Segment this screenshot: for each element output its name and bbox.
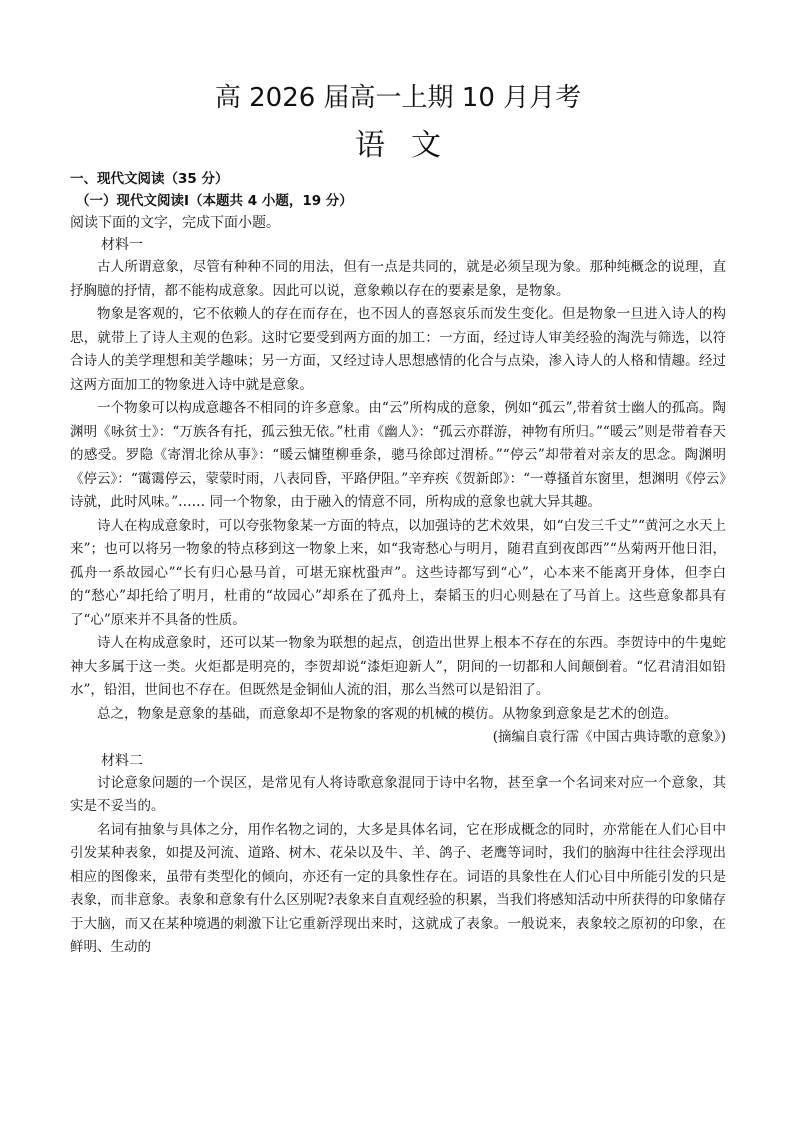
material-label: 材料一 [101, 237, 143, 253]
exam-page [70, 70, 726, 960]
section-heading: 一、现代文阅读（35 分） [70, 171, 229, 187]
paragraph: 物象是客观的，它不依赖人的存在而存在，也不因人的喜怒哀乐而发生变化。但是物象一旦进入诗人的构思，就带上了诗人主观的色彩。这时它要受到两方面的加工：一方面，经过诗人审美经验的淘洗与筛选，以符合诗人的美学理想和美学趣味；另一方面，又经过诗人思想感情的化合与点染，渗入诗人的人格和情趣。经过这两方面加工的物象进入诗中就是意象。 [70, 306, 726, 393]
source-citation: (摘编自袁行霈《中国古典诗歌的意象》) [492, 729, 726, 745]
subsection-heading: （一）现代文阅读Ⅰ（本题共 4 小题，19 分） [76, 193, 353, 209]
material-label: 材料二 [101, 752, 143, 769]
exam-title: 高 2026 届高一上期 10 月月考 [214, 83, 582, 113]
paragraph: 名词有抽象与具体之分，用作名物之词的，大多是具体名词，它在形成概念的同时，亦常能在人们心目中引发某种表象，如提及河流、道路、树木、花朵以及牛、羊、鸽子、老鹰等词时，我们的脑海中往往会浮现出相应的图像来，虽带有类型化的倾向，亦还有一定的具象性存在。词语的具象性在人们心目中所能引发的只是表象，而非意象。表象和意象有什么区别呢?表象来自直观经验的积累，当我们将感知活动中所获得的印象储存于大脑，而又在某种境遇的刺激下让它重新浮现出来时，这就成了表象。一般说来，表象较之原初的印象，在鲜明、生动的 [70, 821, 726, 955]
paragraph: 诗人在构成意象时，可以夸张物象某一方面的特点，以加强诗的艺术效果，如“白发三千丈”“黄河之水天上来”；也可以将另一物象的特点移到这一物象上来，如“我寄愁心与明月，随君直到夜郎西”“丛菊两开他日泪，孤舟一系故园心”“长有归心悬马首，可堪无寐枕蛩声”。这些诗都写到“心”，心本来不能离开身体，但李白的“愁心”却托给了明月，杜甫的“故园心”却系在了孤舟上，秦韬玉的归心则悬在了马首上。这些意象都具有了“心”原来并不具备的性质。 [70, 517, 726, 628]
paragraph: 总之，物象是意象的基础，而意象却不是物象的客观的机械的模仿。从物象到意象是艺术的创造。 [97, 705, 678, 722]
paragraph: 诗人在构成意象时，还可以某一物象为联想的起点，创造出世界上根本不存在的东西。李贺诗中的牛鬼蛇神大多属于这一类。火炬都是明亮的，李贺却说“漆炬迎新人”，阴间的一切都和人间颠倒着。“忆君清泪如铅水”，铅泪，世间也不存在。但既然是金铜仙人流的泪，那么当然可以是铅泪了。 [70, 635, 726, 698]
instruction: 阅读下面的文字，完成下面小题。 [70, 215, 280, 231]
paragraph: 讨论意象问题的一个误区，是常见有人将诗歌意象混同于诗中名物，甚至拿一个名词来对应一个意象，其实是不妥当的。 [70, 774, 726, 814]
subject-title: 语文 [355, 128, 467, 163]
paragraph: 古人所谓意象，尽管有种种不同的用法，但有一点是共同的，就是必须呈现为象。那种纯概念的说理，直抒胸臆的抒情，都不能构成意象。因此可以说，意象赖以存在的要素是象，是物象。 [70, 259, 726, 299]
paragraph: 一个物象可以构成意趣各不相同的许多意象。由“云”所构成的意象，例如“孤云”,带着贫士幽人的孤高。陶渊明《咏贫士》：“万族各有托，孤云独无依。”杜甫《幽人》：“孤云亦群游，神物有所归。”“暖云”则是带着春天的感受。罗隐《寄渭北徐从事》：“暖云慵堕柳垂条，骢马徐郎过渭桥。”“停云”却带着对亲友的思念。陶渊明《停云》：“霭霭停云，蒙蒙时雨，八表同昏，平路伊阻。”辛弃疾《贺新郎》：“一尊搔首东窗里，想渊明《停云》诗就，此时风味。”…… 同一个物象，由于融入的情意不同，所构成的意象也就大异其趣。 [70, 400, 726, 510]
